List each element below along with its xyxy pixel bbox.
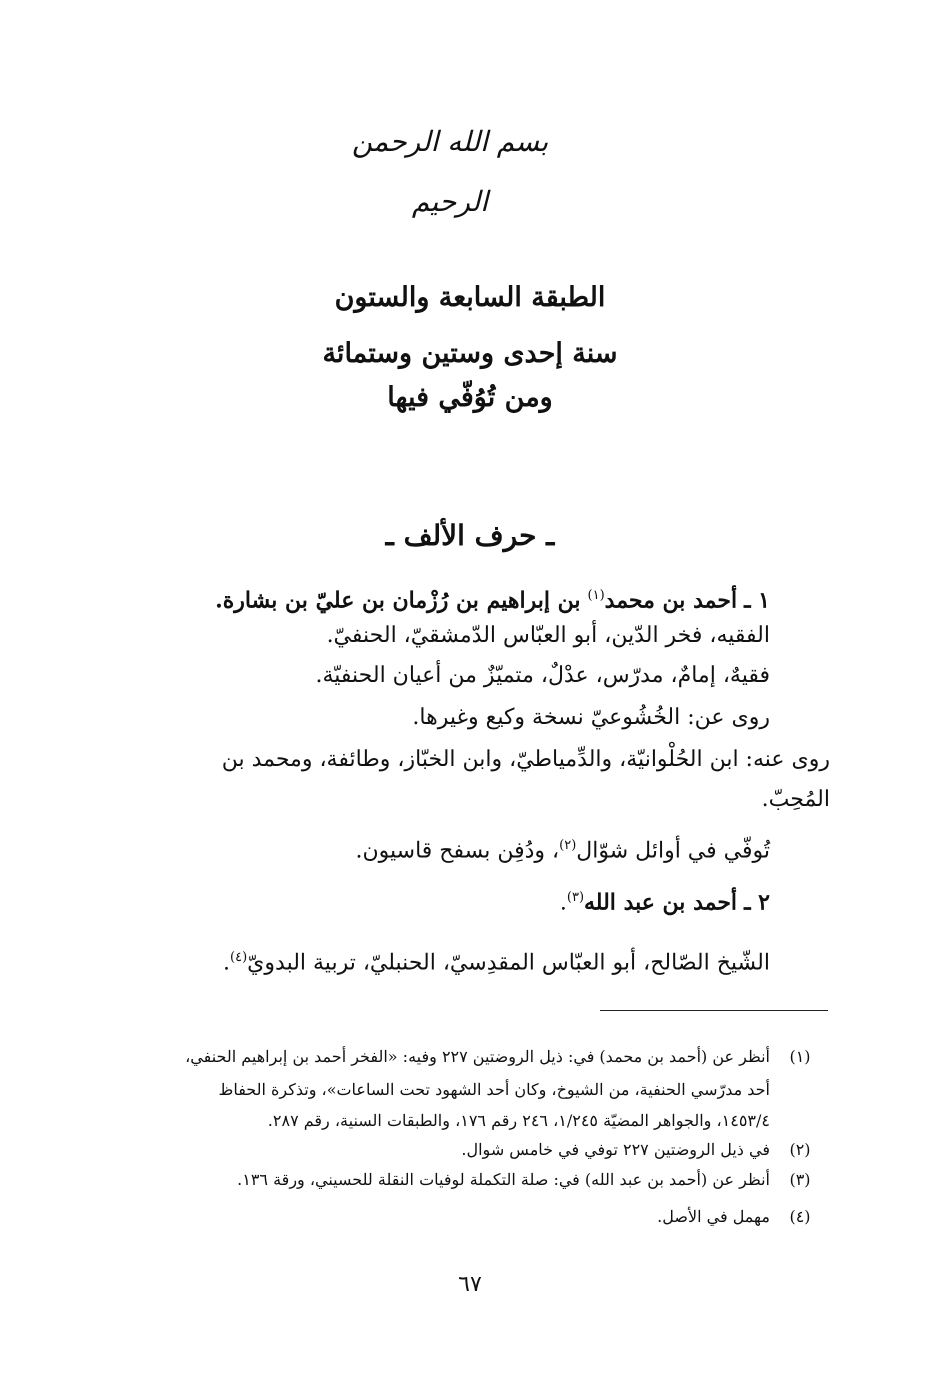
entry2-line2: [223, 938, 770, 983]
entry2-name: أحمد بن عبد الله: [584, 889, 738, 916]
entry2-end: .: [559, 890, 567, 916]
entry1-line3: فقيهٌ، إمامٌ، مدرّس، عدْلٌ، متميّزٌ من أعيان الحنفيّة.: [315, 663, 770, 688]
entry1-death-note-ref: (٢): [559, 838, 577, 853]
chapter-subtitle: ومن تُوُفّي فيها: [387, 382, 553, 413]
entry2-number: ٢ ـ: [744, 889, 770, 916]
footnote-3-number: (٣): [789, 1170, 811, 1189]
footnote-3-text: أنظر عن (أحمد بن عبد الله) في: صلة التكملة لوفيات النقلة للحسيني، ورقة ١٣٦.: [237, 1170, 770, 1189]
entry1-line7: [356, 826, 771, 871]
footnote-4-text: مهمل في الأصل.: [657, 1207, 770, 1226]
entry1-line2: الفقيه، فخر الدّين، أبو العبّاس الدّمشقيّ، الحنفيّ.: [326, 623, 770, 648]
footnote-1-line2: أحد مدرّسي الحنفية، من الشيوخ، وكان أحد الشهود تحت الساعات»، وتذكرة الحفاظ: [218, 1080, 770, 1099]
entry1-death-text: تُوفّي في أوائل شوّال: [576, 838, 770, 864]
footnote-2-number: (٢): [789, 1140, 811, 1159]
entry2-description: الشّيخ الصّالح، أبو العبّاس المقدِسيّ، الحنبليّ، تربية البدويّ: [247, 950, 770, 976]
entry1-line5: روى عنه: ابن الحُلْوانيّة، والدِّمياطيّ، وابن الخبّاز، وطائفة، ومحمد بن: [221, 747, 830, 772]
footnote-3: [106, 1167, 830, 1193]
section-title: ـ حرف الألف ـ: [385, 519, 555, 552]
footnote-2-text: في ذيل الروضتين ٢٢٧ توفي في خامس شوال.: [461, 1140, 770, 1159]
footnote-1-line3: ١٤٥٣/٤، والجواهر المضيّة ١/٢٤٥، ٢٤٦ رقم ١٧٦، والطبقات السنية، رقم ٢٨٧.: [267, 1111, 770, 1130]
entry1-name-rest: بن إبراهيم بن رُزْمان بن عليّ بن بشارة.: [215, 587, 581, 614]
entry1-heading: [215, 576, 770, 621]
entry1-line4: روى عن: الخُشُوعيّ نسخة وكيع وغيرها.: [412, 705, 770, 730]
footnote-2: [106, 1137, 830, 1163]
footnote-1: [106, 1044, 830, 1070]
footnote-1-number: (١): [789, 1047, 811, 1066]
chapter-title: الطبقة السابعة والستون: [334, 282, 606, 313]
entry2-note-ref: (٣): [566, 890, 585, 905]
entry1-number: ١ ـ: [744, 587, 770, 614]
entry1-line6: المُحِبّ.: [761, 787, 830, 812]
page-number: ٦٧: [458, 1272, 482, 1297]
footnote-4: [106, 1204, 830, 1230]
entry2-heading: [560, 878, 770, 923]
entry2-line2-note-ref: (٤): [230, 950, 248, 965]
entry1-note-ref: (١): [587, 588, 605, 603]
footnote-4-number: (٤): [789, 1207, 811, 1226]
entry1-name: أحمد بن محمد: [604, 587, 738, 614]
entry2-line2-end: .: [223, 950, 231, 976]
chapter-year: سنة إحدى وستين وستمائة: [322, 338, 618, 369]
footnote-1-line1: أنظر عن (أحمد بن محمد) في: ذيل الروضتين ٢٢٧ وفيه: «الفخر أحمد بن إبراهيم الحنفي،: [185, 1047, 770, 1066]
footnote-divider: [600, 1010, 828, 1011]
basmala-calligraphy: بسم الله الرحمن الرحيم: [351, 125, 549, 218]
entry1-burial-text: ، ودُفِن بسفح قاسيون.: [355, 838, 560, 864]
